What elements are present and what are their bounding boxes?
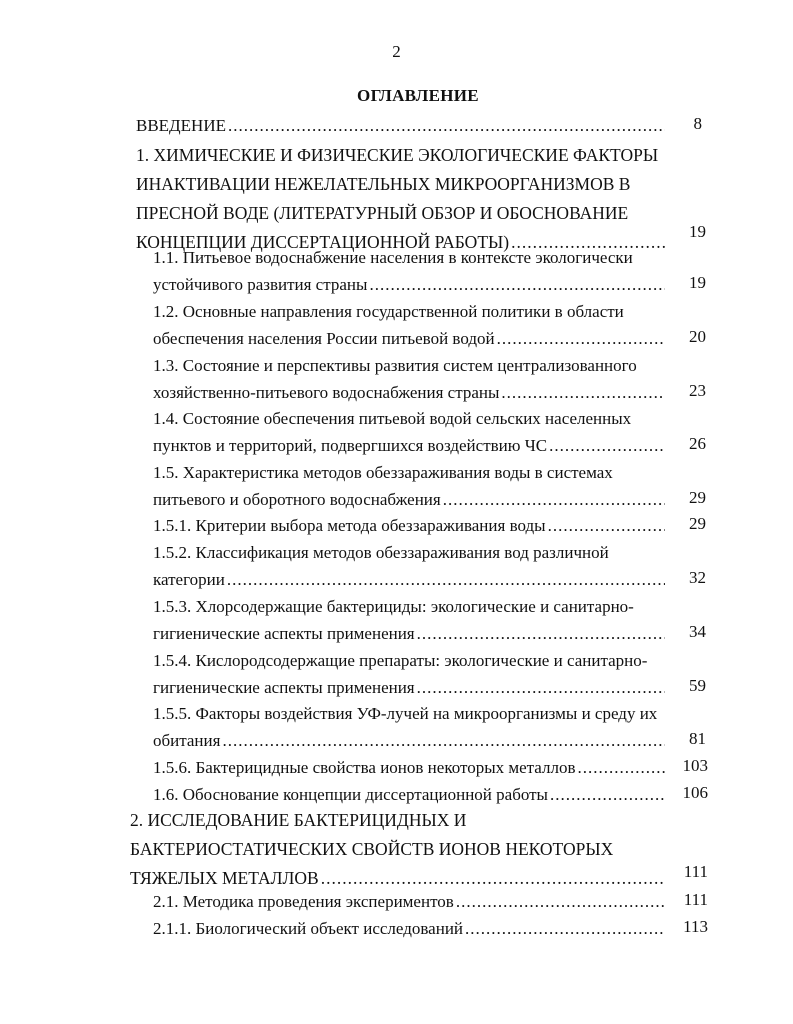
leader-dots	[417, 674, 665, 701]
toc-title: ОГЛАВЛЕНИЕ	[357, 86, 479, 105]
toc-page-number: 34	[689, 622, 706, 641]
toc-entry-text: 1.5.3. Хлорсодержащие бактерициды: экологические и санитарно-	[153, 597, 634, 616]
leader-dots	[443, 486, 665, 513]
toc-page-number: 19	[689, 222, 706, 241]
toc-entry-text: 1.5. Характеристика методов обеззараживания воды в системах	[153, 463, 613, 482]
toc-page-number: 8	[693, 114, 702, 133]
toc-entry-1-6	[153, 781, 669, 808]
toc-entry-1-3	[153, 352, 669, 406]
toc-entry-1-2	[153, 298, 669, 352]
toc-entry-text: ВВЕДЕНИЕ	[136, 116, 226, 135]
leader-dots	[228, 112, 665, 139]
toc-entry-1-5-4	[153, 647, 669, 701]
toc-entry-text: питьевого и оборотного водоснабжения	[153, 490, 441, 509]
toc-page-number: 111	[683, 862, 708, 881]
toc-page-number: 29	[689, 514, 706, 533]
toc-entry-text: КОНЦЕПЦИИ ДИССЕРТАЦИОННОЙ РАБОТЫ)	[136, 232, 510, 252]
leader-dots	[456, 888, 665, 915]
leader-dots	[417, 620, 665, 647]
leader-dots	[501, 379, 665, 406]
toc-entry-1-4	[153, 405, 669, 459]
toc-entry-text: хозяйственно-питьевого водоснабжения страны	[153, 383, 500, 402]
toc-entry-1-5	[153, 459, 669, 513]
toc-page-number: 111	[683, 890, 708, 909]
toc-entry-2-1	[153, 888, 669, 915]
toc-entry-text: гигиенические аспекты применения	[153, 678, 415, 697]
toc-entry-text: 1.6. Обоснование концепции диссертационной работы	[153, 785, 548, 804]
toc-entry-chapter-2	[130, 806, 669, 893]
toc-entry-text: 1.5.6. Бактерицидные свойства ионов некоторых металлов	[153, 758, 576, 777]
leader-dots	[227, 566, 665, 593]
toc-page-number: 113	[683, 917, 708, 936]
toc-entry-text: гигиенические аспекты применения	[153, 624, 415, 643]
page-number: 2	[392, 42, 401, 61]
toc-entry-chapter-1	[136, 141, 669, 257]
toc-entry-text: устойчивого развития страны	[153, 275, 368, 294]
toc-page-number: 26	[689, 434, 706, 453]
toc-entry-text: 1.1. Питьевое водоснабжение населения в контексте экологически	[153, 248, 633, 267]
toc-entry-1-5-1	[153, 512, 669, 539]
toc-entry-text: обеспечения населения России питьевой водой	[153, 329, 495, 348]
toc-page-number: 81	[689, 729, 706, 748]
toc-entry-introduction	[136, 112, 669, 139]
toc-entry-1-5-3	[153, 593, 669, 647]
leader-dots	[222, 727, 665, 754]
toc-page-number: 23	[689, 381, 706, 400]
toc-entry-1-5-2	[153, 539, 669, 593]
toc-entry-text: 1.2. Основные направления государственной политики в области	[153, 302, 624, 321]
toc-entry-text: 1.5.4. Кислородсодержащие препараты: экологические и санитарно-	[153, 651, 648, 670]
toc-entry-text: 2.1.1. Биологический объект исследований	[153, 919, 464, 938]
toc-entry-1-5-5	[153, 700, 669, 754]
leader-dots	[465, 915, 665, 942]
toc-entry-text: 1.3. Состояние и перспективы развития систем централизованного	[153, 356, 637, 375]
toc-entry-text: ИНАКТИВАЦИИ НЕЖЕЛАТЕЛЬНЫХ МИКРООРГАНИЗМОВ В	[136, 174, 631, 194]
toc-page-number: 106	[682, 783, 708, 802]
toc-entry-text: 2.1. Методика проведения экспериментов	[153, 892, 454, 911]
leader-dots	[369, 271, 665, 298]
toc-entry-1-1	[153, 244, 669, 298]
toc-entry-text: 1.4. Состояние обеспечения питьевой водой сельских населенных	[153, 409, 632, 428]
toc-entry-text: пунктов и территорий, подвергшихся воздействию ЧС	[153, 436, 548, 455]
toc-page-number: 59	[689, 676, 706, 695]
toc-entry-2-1-1	[153, 915, 669, 942]
leader-dots	[497, 325, 665, 352]
toc-page-number: 29	[689, 488, 706, 507]
toc-entry-text: 2. ИССЛЕДОВАНИЕ БАКТЕРИЦИДНЫХ И	[130, 810, 467, 830]
toc-entry-text: ТЯЖЕЛЫХ МЕТАЛЛОВ	[130, 868, 319, 888]
toc-page-number: 32	[689, 568, 706, 587]
toc-entry-text: обитания	[153, 731, 221, 750]
toc-page-number: 103	[682, 756, 708, 775]
toc-page-number: 20	[689, 327, 706, 346]
toc-entry-text: 1. ХИМИЧЕСКИЕ И ФИЗИЧЕСКИЕ ЭКОЛОГИЧЕСКИЕ ФАКТОРЫ	[136, 145, 659, 165]
toc-entry-text: 1.5.1. Критерии выбора метода обеззараживания воды	[153, 516, 546, 535]
toc-entry-text: БАКТЕРИОСТАТИЧЕСКИХ СВОЙСТВ ИОНОВ НЕКОТОРЫХ	[130, 839, 614, 859]
toc-entry-text: 1.5.5. Факторы воздействия УФ-лучей на микроорганизмы и среду их	[153, 704, 658, 723]
toc-page-number: 19	[689, 273, 706, 292]
toc-entry-text: ПРЕСНОЙ ВОДЕ (ЛИТЕРАТУРНЫЙ ОБЗОР И ОБОСНОВАНИЕ	[136, 203, 629, 223]
toc-entry-1-5-6	[153, 754, 669, 781]
toc-entry-text: категории	[153, 570, 225, 589]
toc-entry-text: 1.5.2. Классификация методов обеззараживания вод различной	[153, 543, 609, 562]
